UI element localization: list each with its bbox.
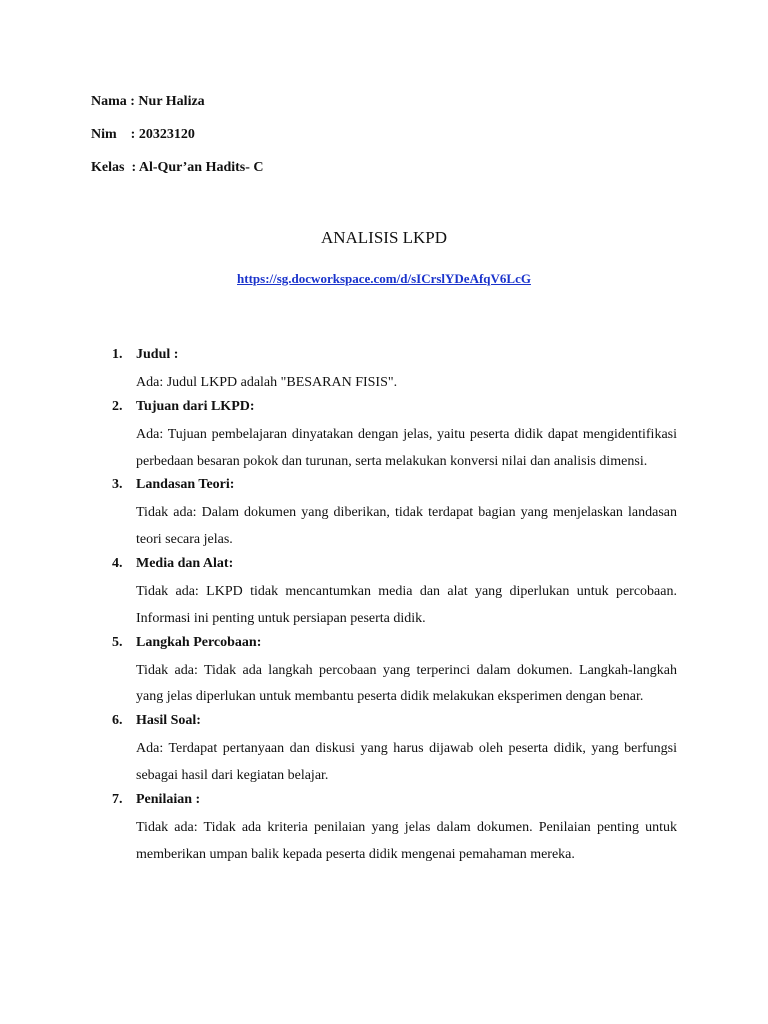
student-class: Kelas : Al-Qur’an Hadits- C — [91, 160, 264, 175]
list-item-heading — [0, 397, 768, 424]
list-item-number: 5. — [112, 634, 123, 650]
list-item-body: Ada: Tujuan pembelajaran dinyatakan dengan jelas, yaitu peserta didik dapat mengidentifikasi perbedaan besaran pokok dan turunan, serta melakukan konversi nilai dan analisis dimensi. — [136, 426, 677, 469]
list-item-number: 7. — [112, 791, 123, 807]
list-item-number: 3. — [112, 477, 123, 493]
list-item-body: Tidak ada: Tidak ada langkah percobaan yang terperinci dalam dokumen. Langkah-langkah yang jelas diperlukan untuk membantu peserta didik melakukan eksperimen dengan benar. — [136, 662, 677, 705]
analysis-list — [0, 345, 768, 868]
list-item — [0, 397, 768, 476]
list-item — [0, 345, 768, 397]
list-item-title: Penilaian : — [136, 791, 201, 807]
list-item-body: Tidak ada: LKPD tidak mencantumkan media dan alat yang diperlukan untuk percobaan. Informasi ini penting untuk persiapan peserta didik. — [136, 583, 677, 626]
list-item-heading — [0, 345, 768, 372]
list-item-body: Ada: Terdapat pertanyaan dan diskusi yang harus dijawab oleh peserta didik, yang berfungsi sebagai hasil dari kegiatan belajar. — [136, 741, 677, 783]
list-item-heading — [0, 711, 768, 738]
list-item-title: Landasan Teori: — [136, 477, 235, 493]
document-title: ANALISIS LKPD — [320, 228, 448, 247]
list-item-number: 6. — [112, 713, 123, 729]
list-item-body: Tidak ada: Tidak ada kriteria penilaian yang jelas dalam dokumen. Penilaian penting untuk memberikan umpan balik kepada peserta didik mengenai pemahaman mereka. — [136, 819, 677, 862]
document-link[interactable]: https://sg.docworkspace.com/d/sICrslYDeAfqV6LcG — [237, 271, 531, 286]
student-nim: Nim : 20323120 — [91, 127, 195, 142]
list-item-title: Langkah Percobaan: — [136, 634, 262, 650]
list-item-body: Tidak ada: Dalam dokumen yang diberikan, tidak terdapat bagian yang menjelaskan landasan teori secara jelas. — [136, 505, 677, 548]
list-item — [0, 633, 768, 712]
list-item — [0, 790, 768, 869]
list-item-title: Media dan Alat: — [136, 555, 234, 571]
list-item-number: 2. — [112, 398, 123, 414]
list-item-heading — [0, 633, 768, 660]
list-item-number: 1. — [112, 347, 123, 362]
list-item — [0, 711, 768, 790]
list-item — [0, 475, 768, 554]
list-item-title: Judul : — [136, 347, 179, 362]
student-name: Nama : Nur Haliza — [91, 94, 205, 109]
list-item-heading — [0, 790, 768, 817]
list-item-number: 4. — [112, 555, 123, 571]
list-item-title: Hasil Soal: — [136, 713, 201, 729]
list-item — [0, 554, 768, 633]
list-item-heading — [0, 475, 768, 502]
list-item-body: Ada: Judul LKPD adalah "BESARAN FISIS". — [136, 375, 398, 390]
list-item-title: Tujuan dari LKPD: — [136, 398, 255, 414]
list-item-heading — [0, 554, 768, 581]
